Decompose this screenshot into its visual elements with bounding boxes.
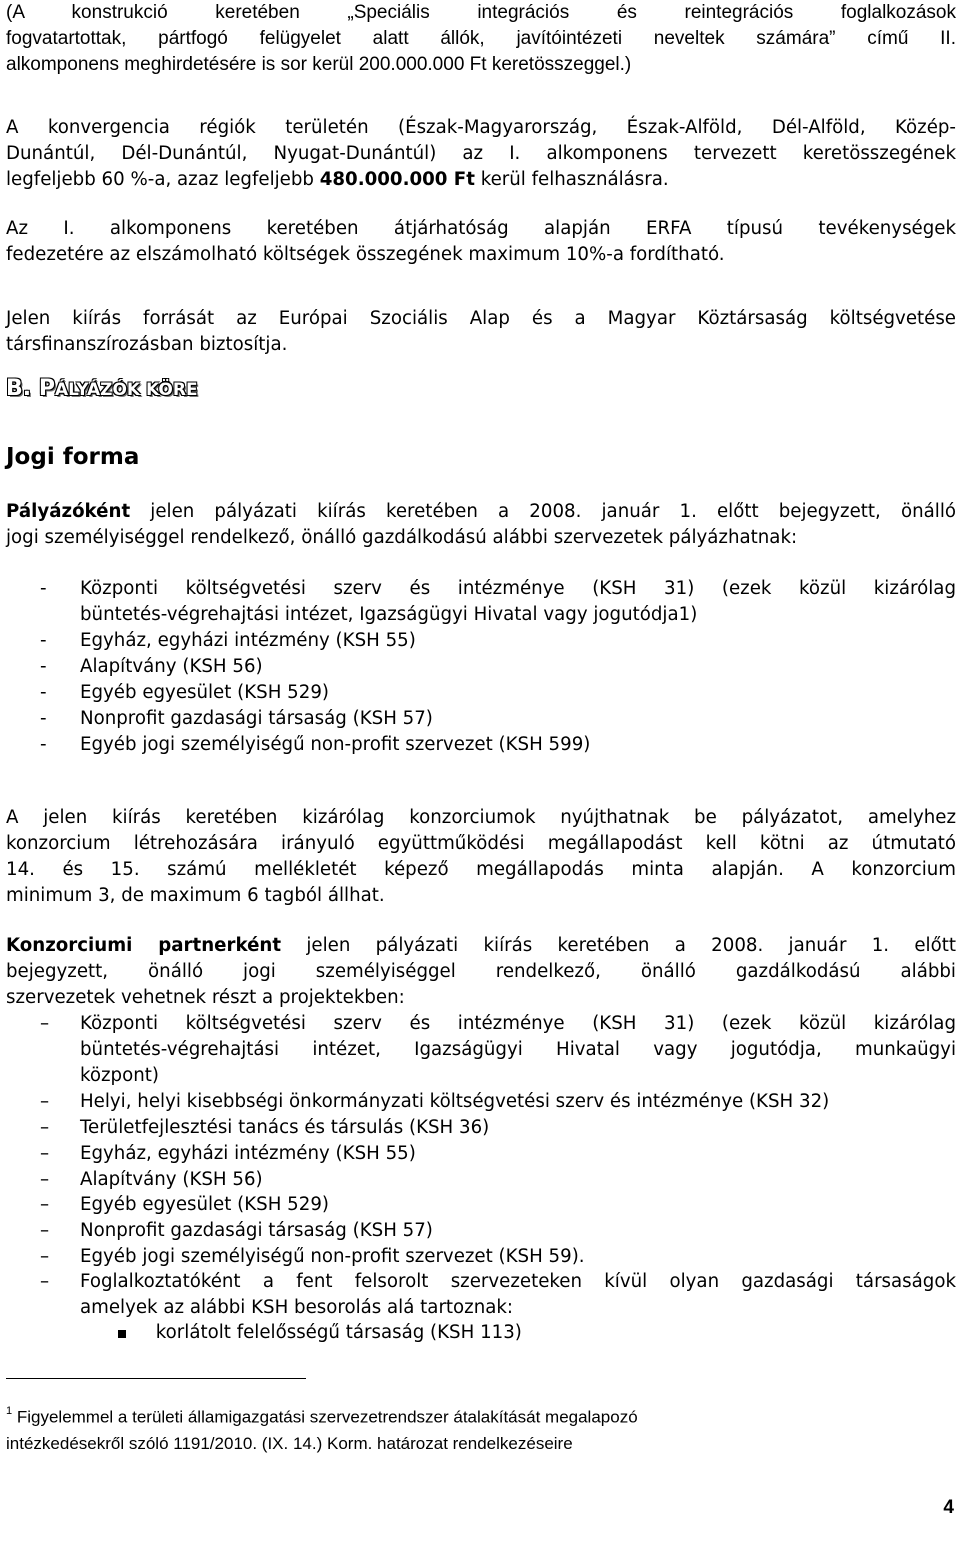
region-paragraph xyxy=(6,115,956,193)
sub-list-item: korlátolt felelősségű társaság (KSH 113) xyxy=(118,1320,818,1346)
footnote: $^1$ Figyelemmel a területi államigazgatási szervezetrendszer átalakítását megalapozó intézkedésekről szóló 1191/2010. (IX. 14.) Korm. határozat rendelkezéseire xyxy=(6,1405,638,1453)
document-page: (A konstrukció keretében „Speciális integrációs és reintegrációs foglalkozások fogvatartottak, pártfogó felügyelet alatt állók, javítóintézeti neveltek számára” című II. alkomponens meghirdetésére is sor kerül 200.000.000 Ft keretösszeggel.) A konvergencia régiók területén (Észak-Magyarország, Észak-Alföld, Dél-Alföld, Közép- Dunántúl, Dél-Dunántúl, Nyugat-Dunántúl) az I. alkomponens tervezett keretösszegének legfeljebb 60 %-a, azaz legfeljebb 480.000.000 Ft kerül felhasználásra. Az I. alkomponens keretében átjárhatóság alapján ERFA típusú tevékenységek fedezetére az elszámolható költségek összegének maximum 10%-a fordítható. Jelen kiírás forrását az Európai Szociális Alap és a Magyar Köztársaság költségvetése társfinanszírozásban biztosítja. B. PÁLYÁZÓK KÖRE Jogi forma Pályázóként jelen pályázati kiírás keretében a 2008. január 1. előtt bejegyzett, önálló jogi személyiséggel rendelkező, önálló gazdálkodású alábbi szervezetek pályázhatnak: - Központi költségvetési szerv és intézménye (KSH 31) (ezek közül kizárólag büntetés-végrehajtási intézet, Igazságügyi Hivatal vagy jogutódja1) - Egyház, egyházi intézmény (KSH 55) - Alapítvány (KSH 56) - Egyéb egyesület (KSH 529) - Nonprofit gazdasági társaság (KSH 57) - Egyéb jogi személyiségű non-profit szervezet (KSH 599) A jelen kiírás keretében kizárólag konzorciumok nyújthatnak be pályázatot, amelyhez konzorcium létrehozására irányuló együttműködési megállapodást kell kötni az útmutató 14. és 15. számú mellékletét képező megállapodás minta alapján. A konzorcium minimum 3, de maximum 6 tagból állhat. Konzorciumi partnerként jelen pályázati kiírás keretében a 2008. január 1. előtt bejegyzett, önálló jogi személyiséggel rendelkező, önálló gazdálkodású alábbi szervezetek vehetnek részt a projektekben: – Központi költségvetési szerv és intézménye (KSH 31) (ezek közül kizárólag büntetés-végrehajtási intézet, Igazságügyi Hivatal vagy jogutódja, munkaügyi központ) – Helyi, helyi kisebbségi önkormányzati költségvetési szerv és intézménye (KSH 32) – Területfejlesztési tanács és társulás (KSH 36) – Egyház, egyházi intézmény (KSH 55) – Alapítvány (KSH 56) – Egyéb egyesület (KSH 529) – Nonprofit gazdasági társaság (KSH 57) – Egyéb jogi személyiségű non-profit szervezet (KSH 59). – Foglalkoztatóként a fent felsorolt szervezeteken kívül olyan gazdasági társaságok amelyek az alábbi KSH besorolás alá tartoznak: korlátolt felelősségű társaság (KSH 113) $^1$ Figyelemmel a területi államigazgatási szervezetrendszer átalakítását megalapozó intézkedésekről szóló 1191/2010. (IX. 14.) Korm. határozat rendelkezéseire 4 xyxy=(6,2,956,1518)
partner-paragraph xyxy=(6,933,956,1011)
intro-paragraph xyxy=(6,0,956,78)
text-line: Pályázóként jelen pályázati kiírás keretében a 2008. január 1. előtt bejegyzett, önálló xyxy=(6,501,956,522)
text-line: szervezetek vehetnek részt a projektekben: xyxy=(6,987,405,1008)
consortium-paragraph xyxy=(6,805,956,909)
source-paragraph xyxy=(6,306,956,358)
text-line: Az I. alkomponens keretében átjárhatóság alapján ERFA típusú tevékenységek xyxy=(6,218,956,239)
text-line: A jelen kiírás keretében kizárólag konzorciumok nyújthatnak be pályázatot, amelyhez xyxy=(6,807,956,828)
erfa-paragraph xyxy=(6,216,956,268)
text-line: 14. és 15. számú mellékletét képező megállapodás minta alapján. A konzorcium xyxy=(6,859,956,880)
text-line: fedezetére az elszámolható költségek összegének maximum 10%-a fordítható. xyxy=(6,244,725,265)
amount-bold: 480.000.000 Ft xyxy=(319,169,475,190)
text-line: bejegyzett, önálló jogi személyiséggel rendelkező, önálló gazdálkodású alábbi xyxy=(6,961,956,982)
text-line: Jelen kiírás forrását az Európai Szociális Alap és a Magyar Köztársaság költségvetése xyxy=(6,308,956,329)
text-line: A konvergencia régiók területén (Észak-Magyarország, Észak-Alföld, Dél-Alföld, Közép- xyxy=(6,117,956,138)
intro-line: alkomponens meghirdetésére is sor kerül 200.000.000 Ft keretösszeggel.) xyxy=(6,54,632,75)
intro-line: (A konstrukció keretében „Speciális integrációs és reintegrációs foglalkozások xyxy=(6,2,956,23)
text-line: Dunántúl, Dél-Dunántúl, Nyugat-Dunántúl) az I. alkomponens tervezett keretösszegének xyxy=(6,143,956,164)
text-line: minimum 3, de maximum 6 tagból állhat. xyxy=(6,885,385,906)
text-line: legfeljebb 60 %-a, azaz legfeljebb 480.000.000 Ft kerül felhasználásra. xyxy=(6,169,669,190)
subheading-legal-form: Jogi forma xyxy=(6,444,140,470)
footnote-number: 1 xyxy=(6,1405,13,1417)
intro-line: fogvatartottak, pártfogó felügyelet alatt állók, javítóintézeti neveltek számára” című II. xyxy=(6,28,956,49)
applicant-paragraph xyxy=(6,499,956,551)
page-number: 4 xyxy=(943,1497,954,1518)
square-bullet-icon xyxy=(118,1330,126,1338)
section-heading-b: B. PÁLYÁZÓK KÖRE xyxy=(6,376,198,401)
footnote-divider xyxy=(6,1378,306,1379)
text-line: társfinanszírozásban biztosítja. xyxy=(6,334,288,355)
text-line: Konzorciumi partnerként jelen pályázati kiírás keretében a 2008. január 1. előtt xyxy=(6,935,956,956)
text-line: konzorcium létrehozására irányuló együttműködési megállapodást kell kötni az útmutató xyxy=(6,833,956,854)
text-line: jogi személyiséggel rendelkező, önálló gazdálkodású alábbi szervezetek pályázhatnak: xyxy=(6,527,798,548)
